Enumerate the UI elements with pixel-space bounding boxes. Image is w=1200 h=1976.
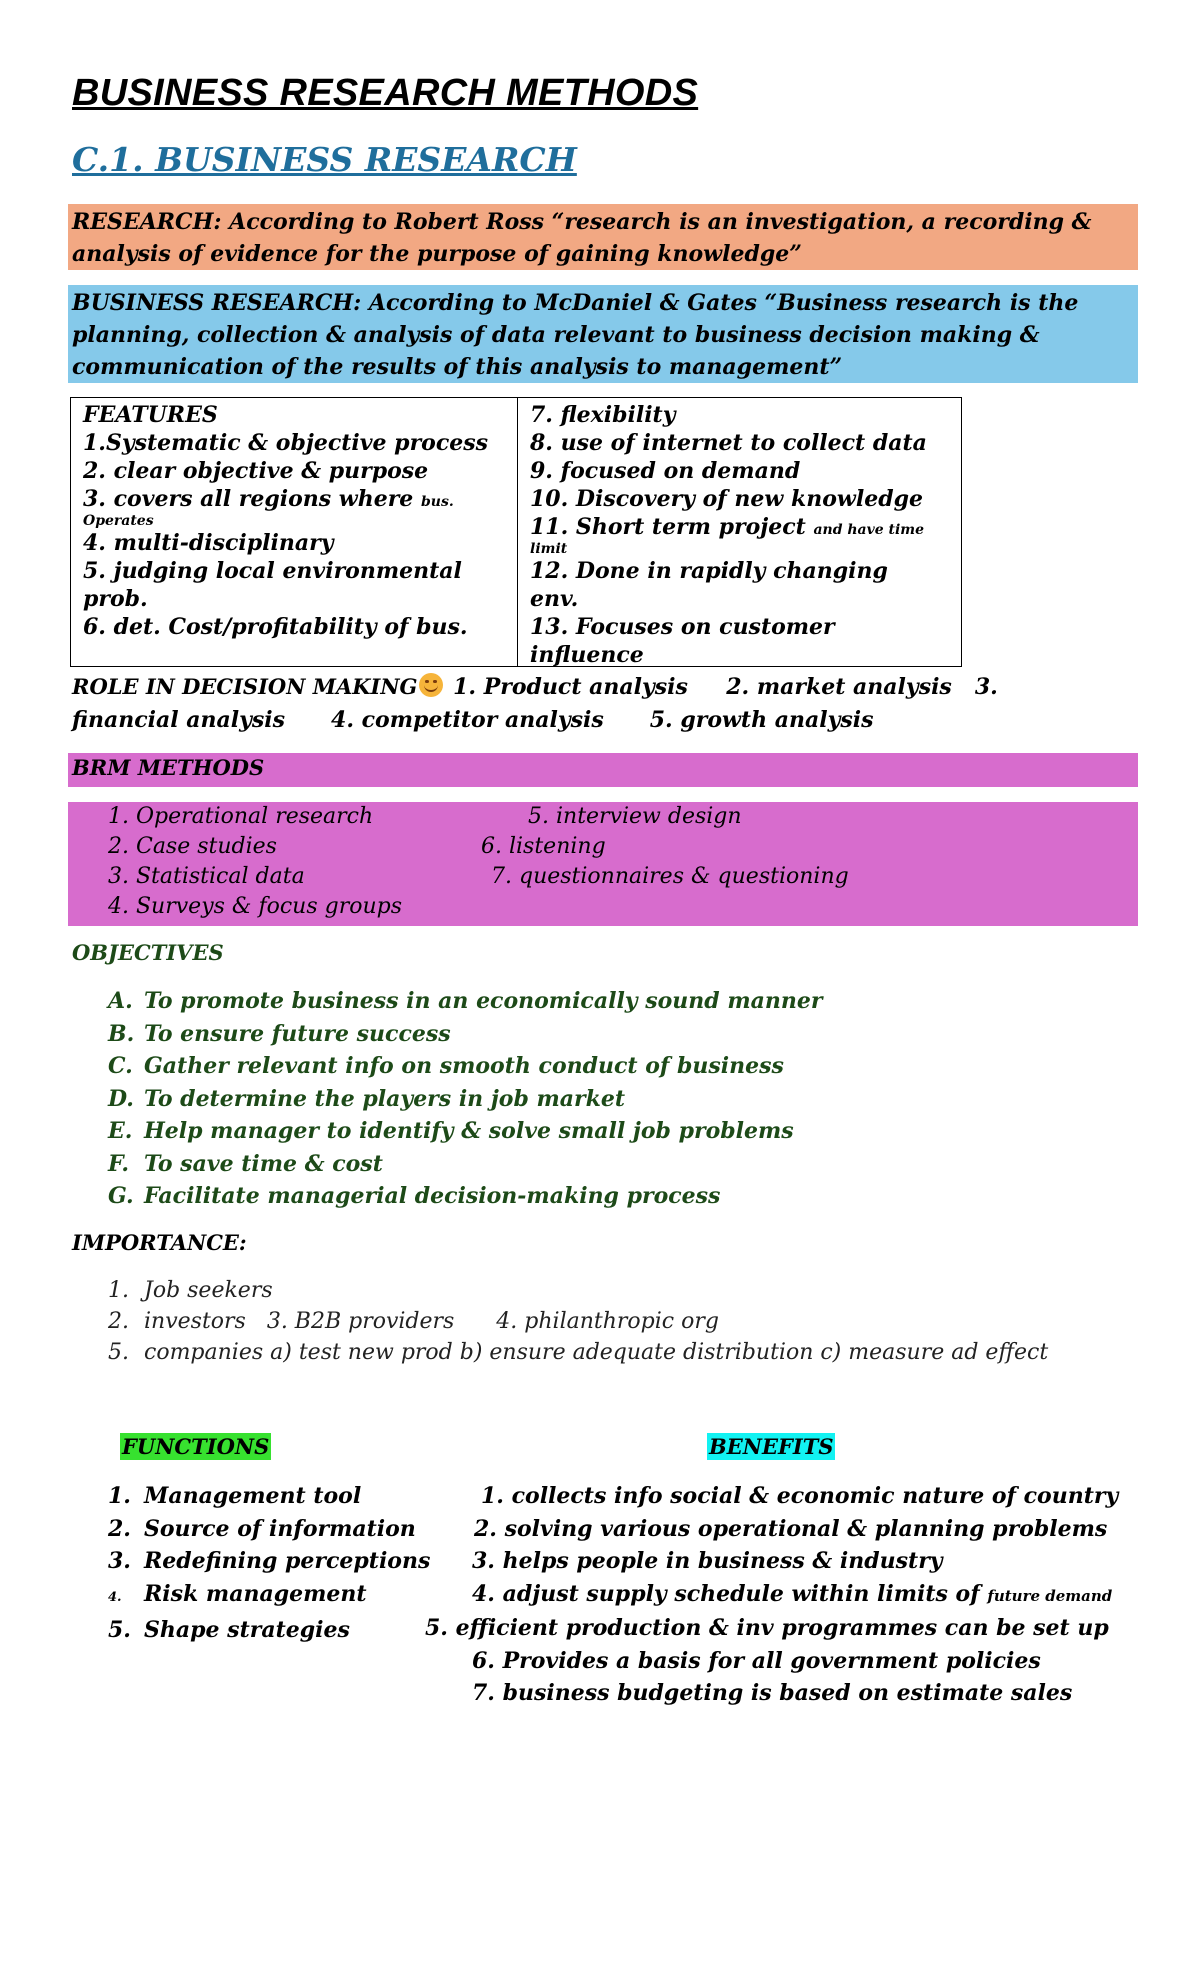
objective-item <box>108 1083 822 1116</box>
benefit-item: 2. solving various operational & planning problems <box>474 1515 1108 1542</box>
role-item: 4. competitor analysis <box>331 707 604 733</box>
feature-item: 9. focused on demand <box>530 458 801 484</box>
role-item: 2. market analysis <box>726 674 952 700</box>
objective-item <box>108 1050 822 1083</box>
feature-item: 2. clear objective & purpose <box>83 458 429 484</box>
brm-item: 5. interview design <box>528 804 742 829</box>
research-definition <box>68 204 1138 270</box>
function-text: Redefining perceptions <box>144 1548 431 1574</box>
role-item: 3. <box>974 674 998 700</box>
brm-item: 6. listening <box>481 834 606 859</box>
brm-item: 1. Operational research <box>108 804 374 829</box>
function-number: 4. <box>108 1589 122 1605</box>
objective-letter: B. <box>108 1020 135 1047</box>
benefit-item: 1. collects info social & economic nature of country <box>481 1483 1119 1509</box>
objective-text: To promote business in an economically sound manner <box>144 988 823 1014</box>
importance-item <box>108 1337 1048 1368</box>
feature-item-note: and have time <box>813 522 925 538</box>
objective-letter: F. <box>108 1150 130 1177</box>
feature-item: 5. judging local environmental <box>83 558 462 584</box>
brm-item: 4. Surveys & focus groups <box>108 894 403 919</box>
importance-item <box>108 1306 1048 1337</box>
page-title: BUSINESS RESEARCH METHODS <box>72 72 699 114</box>
benefits-list <box>0 1480 1119 1710</box>
objective-text: To determine the players in job market <box>144 1085 626 1112</box>
feature-item: 10. Discovery of new knowledge <box>530 486 923 512</box>
feature-item: influence <box>530 642 644 668</box>
importance-text: Job seekers <box>144 1278 273 1303</box>
benefit-item: 6. Provides a basis for all government policies <box>472 1647 1041 1674</box>
objective-text: To ensure future success <box>144 1020 451 1047</box>
objectives-list <box>108 985 822 1213</box>
role-item: 1. Product analysis <box>453 674 688 700</box>
features-heading: FEATURES <box>83 402 218 428</box>
importance-number: 1. <box>108 1278 129 1303</box>
function-number: 2. <box>108 1515 131 1542</box>
benefit-item: 7. business budgeting is based on estimate sales <box>472 1680 1073 1706</box>
objective-item <box>108 1018 822 1051</box>
objective-letter: E. <box>108 1118 133 1144</box>
business-research-definition <box>68 285 1138 383</box>
importance-number: 5. <box>108 1340 129 1365</box>
objective-item <box>108 1148 822 1181</box>
brm-item: 2. Case studies <box>108 834 277 859</box>
function-number: 5. <box>108 1617 131 1643</box>
importance-list <box>108 1275 1048 1368</box>
importance-text: investors 3. B2B providers 4. philanthropic org <box>144 1309 719 1334</box>
business-research-line: BUSINESS RESEARCH: According to McDaniel & Gates “Business research is the <box>72 290 1079 316</box>
objective-item <box>108 985 822 1018</box>
importance-item <box>108 1275 1048 1306</box>
role-line <box>72 704 1152 737</box>
feature-item-note: limit <box>530 541 568 557</box>
function-text: Source of information <box>144 1515 416 1542</box>
benefit-item: 5. efficient production & inv programmes can be set up <box>425 1615 1109 1641</box>
feature-item-note: Operates <box>83 513 154 529</box>
function-number: 1. <box>108 1483 131 1509</box>
benefit-item: 3. helps people in business & industry <box>472 1548 943 1574</box>
objective-letter: D. <box>108 1085 134 1112</box>
objective-text: Facilitate managerial decision-making process <box>144 1183 721 1209</box>
feature-item: 4. multi-disciplinary <box>83 530 334 556</box>
features-left-column <box>71 398 518 666</box>
function-text: Management tool <box>144 1483 362 1509</box>
brm-methods-heading: BRM METHODS <box>68 753 1138 787</box>
feature-item: 8. use of internet to collect data <box>530 430 927 456</box>
benefit-text: 4. adjust supply schedule within limits of <box>472 1580 980 1607</box>
brm-item: 3. Statistical data <box>108 864 305 889</box>
feature-item-text: 3. covers all regions where <box>83 486 414 512</box>
role-item: financial analysis <box>72 707 286 733</box>
importance-number: 2. <box>108 1309 129 1334</box>
business-research-line: communication of the results of this analysis to management” <box>72 354 843 380</box>
feature-item: 6. det. Cost/profitability of bus. <box>83 614 468 640</box>
objective-letter: A. <box>108 988 133 1014</box>
features-table <box>70 397 962 667</box>
role-heading: ROLE IN DECISION MAKING <box>72 674 418 699</box>
research-definition-line: analysis of evidence for the purpose of gaining knowledge” <box>72 241 802 267</box>
feature-item-note: bus. <box>420 494 454 510</box>
objectives-heading: OBJECTIVES <box>72 940 224 965</box>
feature-item <box>83 485 505 513</box>
benefits-heading: BENEFITS <box>709 1434 834 1459</box>
feature-item: env. <box>530 586 579 612</box>
objective-letter: G. <box>108 1183 134 1209</box>
role-in-decision-making <box>72 670 1152 737</box>
business-research-line: planning, collection & analysis of data relevant to business decision making & <box>72 322 1040 348</box>
feature-item-text: 11. Short term project <box>530 514 806 540</box>
research-definition-line: RESEARCH: According to Robert Ross “research is an investigation, a recording & <box>72 209 1092 235</box>
feature-item: 12. Done in rapidly changing <box>530 558 888 584</box>
objective-item <box>108 1115 822 1148</box>
brm-methods-list <box>68 802 1138 926</box>
objective-item <box>108 1180 822 1213</box>
function-number: 3. <box>108 1548 131 1574</box>
brm-item: 7. questionnaires & questioning <box>491 864 849 889</box>
feature-item: prob. <box>83 586 148 612</box>
section-heading: C.1. BUSINESS RESEARCH <box>72 140 577 179</box>
objective-text: To save time & cost <box>144 1150 383 1177</box>
importance-heading: IMPORTANCE: <box>72 1230 247 1255</box>
importance-text: companies a) test new prod b) ensure adequate distribution c) measure ad effect <box>144 1340 1049 1365</box>
features-right-column <box>518 398 961 666</box>
objective-letter: C. <box>108 1053 133 1079</box>
benefit-item <box>472 1578 1156 1613</box>
smiley-icon <box>419 673 443 697</box>
role-item: 5. growth analysis <box>649 707 874 733</box>
objective-text: Gather relevant info on smooth conduct of business <box>144 1053 784 1079</box>
feature-item: 1.Systematic & objective process <box>83 430 488 456</box>
feature-item: 7. flexibility <box>530 402 676 428</box>
function-text: Risk management <box>144 1580 367 1607</box>
objective-text: Help manager to identify & solve small job problems <box>144 1118 794 1144</box>
role-line <box>72 670 1152 704</box>
feature-item <box>530 513 949 541</box>
functions-heading: FUNCTIONS <box>122 1434 270 1459</box>
feature-item: 13. Focuses on customer <box>530 614 835 640</box>
function-text: Shape strategies <box>144 1617 350 1643</box>
benefit-note: future demand <box>987 1586 1113 1605</box>
